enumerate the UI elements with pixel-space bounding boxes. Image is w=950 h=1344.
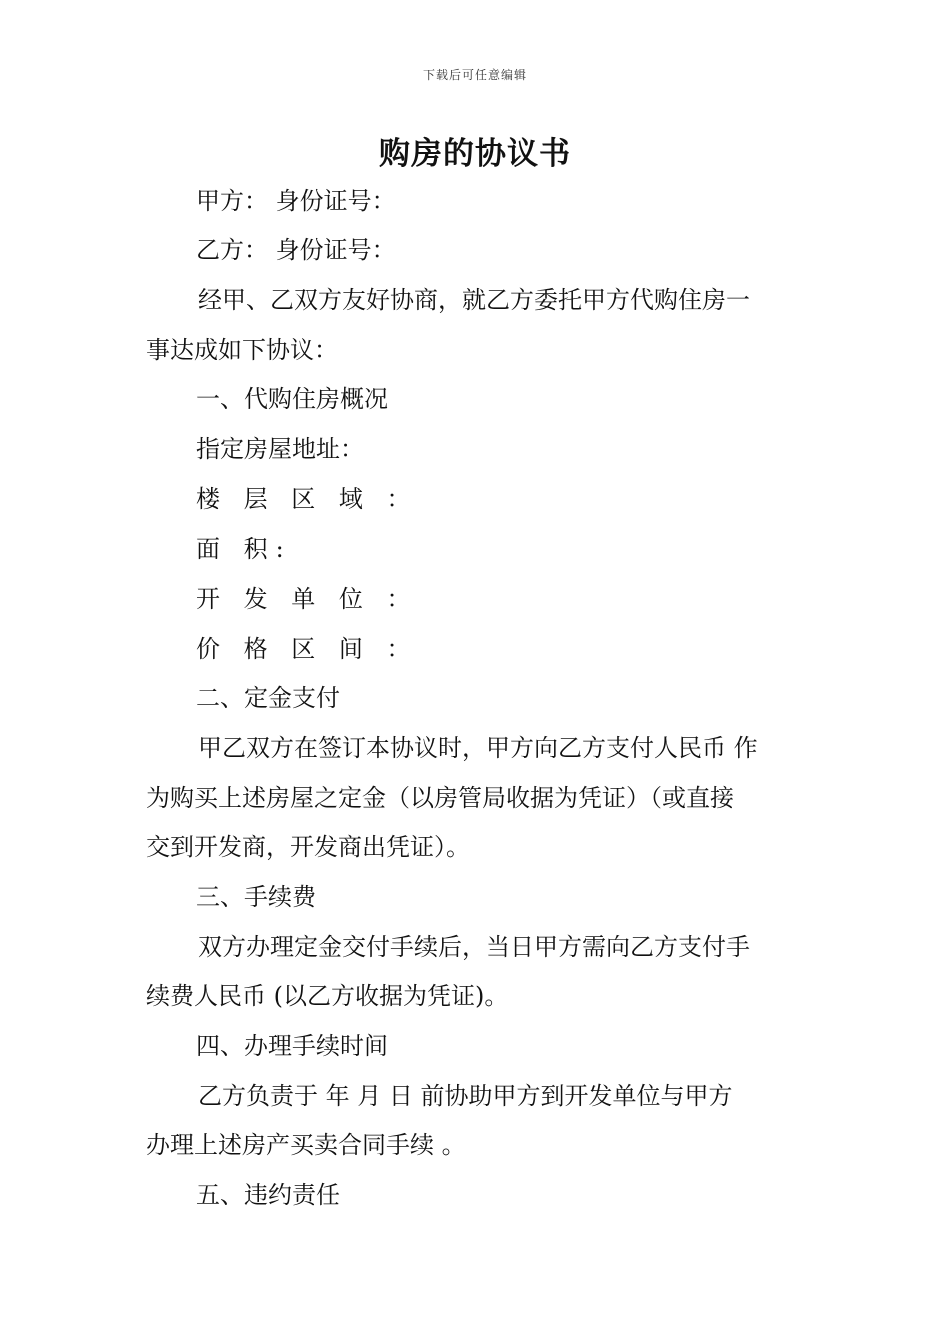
timing-paragraph-line-1: 乙方负责于 年 月 日 前协助甲方到开发单位与甲方 [198,1082,733,1110]
deposit-paragraph-line-2: 为购买上述房屋之定金（以房管局收据为凭证）（或直接 [146,784,734,812]
field-developer: 开 发 单 位 ： [196,585,419,613]
field-size: 面 积: [196,535,292,563]
intro-paragraph-line-1: 经甲、乙双方友好协商，就乙方委托甲方代购住房一 [198,286,750,314]
party-b-line: 乙方： 身份证号： [196,236,396,264]
field-address: 指定房屋地址： [196,435,364,463]
section-heading-3: 三、手续费 [196,883,316,911]
deposit-paragraph-line-3: 交到开发商，开发商出凭证）。 [146,833,470,861]
field-price-range: 价 格 区 间 ： [196,635,419,663]
section-heading-4: 四、办理手续时间 [196,1032,388,1060]
field-floor-area: 楼 层 区 域 ： [196,485,419,513]
deposit-paragraph-line-1: 甲乙双方在签订本协议时，甲方向乙方支付人民币 作 [198,734,758,762]
section-heading-1: 一、代购住房概况 [196,385,388,413]
section-heading-2: 二、定金支付 [196,684,340,712]
section-heading-5: 五、违约责任 [196,1181,340,1209]
fee-paragraph-line-2: 续费人民币 (以乙方收据为凭证)。 [146,982,509,1010]
page-title: 购房的协议书 [379,136,571,172]
header-note: 下载后可任意编辑 [422,68,527,82]
fee-paragraph-line-1: 双方办理定金交付手续后，当日甲方需向乙方支付手 [198,933,750,961]
party-a-line: 甲方： 身份证号： [196,187,396,215]
intro-paragraph-line-2: 事达成如下协议： [146,336,338,364]
timing-paragraph-line-2: 办理上述房产买卖合同手续 。 [146,1131,466,1159]
